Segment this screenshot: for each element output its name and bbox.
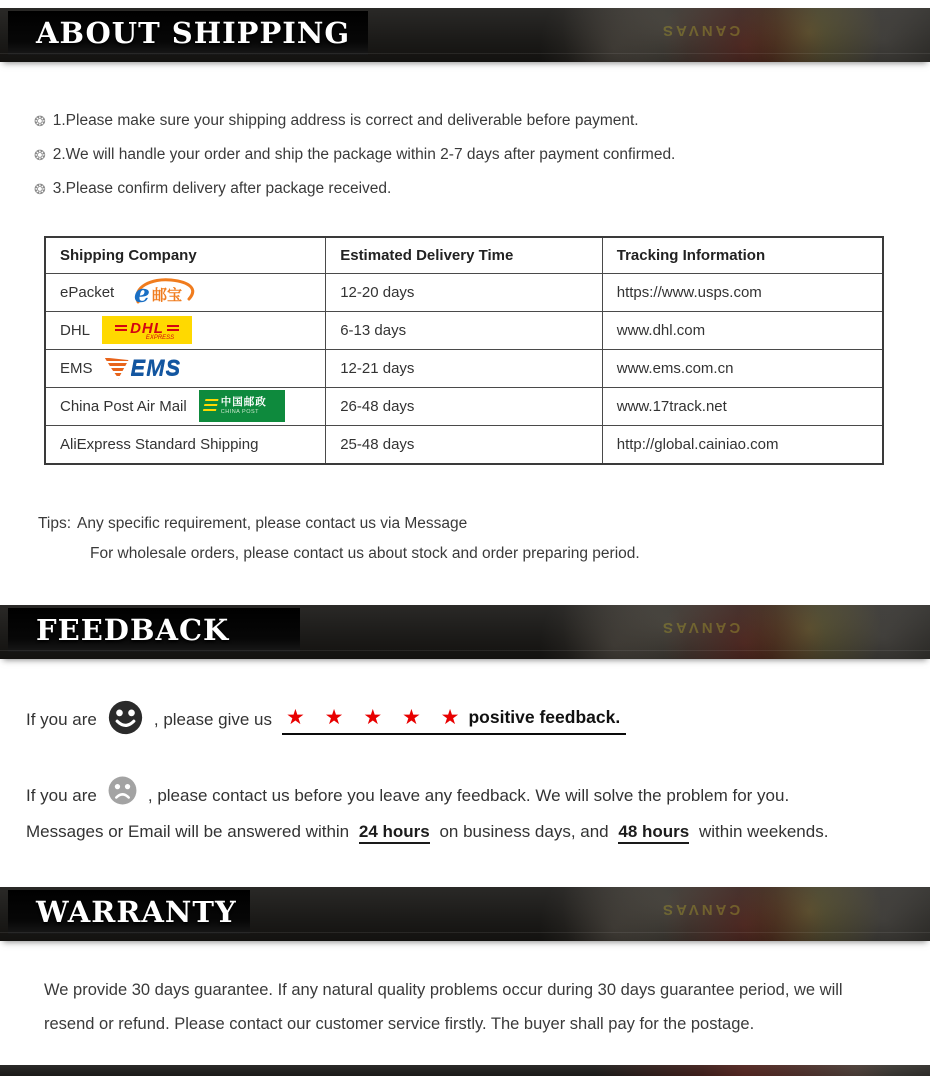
- china-post-logo-subtext: CHINA POST: [220, 408, 260, 415]
- company-name: EMS: [60, 359, 93, 377]
- shipping-notes: [34, 104, 930, 206]
- banner-texture-text: CANVAS: [660, 22, 741, 39]
- section-title-feedback: FEEDBACK: [36, 612, 230, 647]
- happy-face-icon: [107, 699, 144, 741]
- china-post-logo-icon: [199, 390, 285, 422]
- company-name: ePacket: [60, 283, 115, 301]
- table-row: [45, 273, 883, 311]
- hours-24-label: 24 hours: [359, 822, 430, 844]
- banner-label-box: [8, 608, 300, 652]
- header-tracking-info: Tracking Information: [602, 237, 883, 273]
- china-post-logo-text: 中国邮政: [220, 396, 267, 408]
- epacket-logo-icon: [126, 275, 202, 309]
- next-section-banner-edge: [0, 1065, 930, 1076]
- about-shipping-banner: [0, 8, 930, 62]
- positive-feedback-emphasis: [282, 705, 626, 735]
- tips-text-1: Any specific requirement, please contact us via Message: [77, 514, 468, 532]
- positive-prefix-text: If you are: [26, 709, 97, 729]
- china-post-emblem-icon: [202, 399, 218, 413]
- ems-logo-icon: [105, 355, 182, 381]
- tracking-url: https://www.usps.com: [602, 273, 883, 311]
- response-time-line: [26, 816, 904, 847]
- shipping-table: [44, 236, 884, 465]
- positive-feedback-line: [26, 699, 930, 741]
- tracking-url: www.ems.com.cn: [602, 349, 883, 387]
- delivery-time: 12-20 days: [326, 273, 603, 311]
- negative-feedback-block: [26, 775, 904, 847]
- dhl-logo-subtext: EXPRESS: [145, 334, 175, 341]
- negative-feedback-line: [26, 775, 904, 816]
- banner-texture-text: CANVAS: [660, 900, 741, 918]
- delivery-time: 12-21 days: [326, 349, 603, 387]
- shipping-note-text: 3.Please confirm delivery after package received.: [52, 180, 392, 197]
- negative-prefix-text: If you are: [26, 785, 97, 805]
- tips-block: [38, 509, 930, 569]
- tracking-url: http://global.cainiao.com: [602, 425, 883, 464]
- warranty-banner: [0, 887, 930, 941]
- header-delivery-time: Estimated Delivery Time: [326, 237, 603, 273]
- flower-bullet-icon: ❂: [34, 112, 46, 129]
- shipping-note-text: 1.Please make sure your shipping address is correct and deliverable before payment.: [52, 112, 639, 129]
- shipping-note: [34, 172, 930, 206]
- table-header-row: [45, 237, 883, 273]
- shipping-note: [34, 138, 930, 172]
- delivery-time: 6-13 days: [326, 311, 603, 349]
- header-shipping-company: Shipping Company: [45, 237, 326, 273]
- table-row: [45, 311, 883, 349]
- banner-label-box: [8, 11, 368, 55]
- section-title-shipping: ABOUT SHIPPING: [36, 16, 351, 50]
- banner-label-box: [8, 890, 250, 934]
- epacket-logo-text: 邮宝: [152, 287, 183, 304]
- tracking-url: www.17track.net: [602, 387, 883, 425]
- table-row: [45, 387, 883, 425]
- positive-mid-text: , please give us: [153, 709, 273, 729]
- positive-feedback-label: positive feedback.: [468, 706, 621, 727]
- sad-face-icon: [107, 775, 138, 816]
- feedback-banner: [0, 605, 930, 659]
- delivery-time: 25-48 days: [326, 425, 603, 464]
- five-stars-icon: ★ ★ ★ ★ ★: [286, 705, 467, 729]
- tips-label: Tips:: [38, 514, 72, 532]
- response-pre-text: Messages or Email will be answered within: [26, 821, 350, 841]
- section-title-warranty: WARRANTY: [36, 894, 237, 929]
- dhl-logo-icon: [102, 316, 192, 344]
- warranty-text: We provide 30 days guarantee. If any natural quality problems occur during 30 days guarantee period, we will resend or refund. Please contact our customer service firstly. The buyer shall pay for the postage.: [44, 980, 843, 1033]
- table-row: [45, 425, 883, 464]
- tips-line-1: [38, 509, 930, 539]
- response-mid-text: on business days, and: [439, 821, 609, 841]
- negative-suffix-text: , please contact us before you leave any feedback. We will solve the problem for you.: [147, 785, 790, 805]
- ems-logo-text: EMS: [130, 355, 182, 380]
- tips-line-2: [38, 539, 930, 569]
- flower-bullet-icon: ❂: [34, 180, 46, 197]
- banner-texture-text: CANVAS: [660, 618, 741, 636]
- delivery-time: 26-48 days: [326, 387, 603, 425]
- dhl-logo-text: DHL: [130, 319, 164, 337]
- hours-48-label: 48 hours: [618, 822, 689, 844]
- flower-bullet-icon: ❂: [34, 146, 46, 163]
- epacket-logo-e: e: [134, 279, 151, 308]
- shipping-note: [34, 104, 930, 138]
- company-name: DHL: [60, 321, 91, 339]
- shipping-note-text: 2.We will handle your order and ship the package within 2-7 days after payment confirmed.: [52, 146, 676, 163]
- table-row: [45, 349, 883, 387]
- company-name: AliExpress Standard Shipping: [60, 435, 259, 453]
- ems-flag-icon: [105, 358, 129, 379]
- tracking-url: www.dhl.com: [602, 311, 883, 349]
- company-name: China Post Air Mail: [60, 397, 187, 415]
- tips-text-2: For wholesale orders, please contact us about stock and order preparing period.: [90, 544, 640, 562]
- response-post-text: within weekends.: [698, 821, 829, 841]
